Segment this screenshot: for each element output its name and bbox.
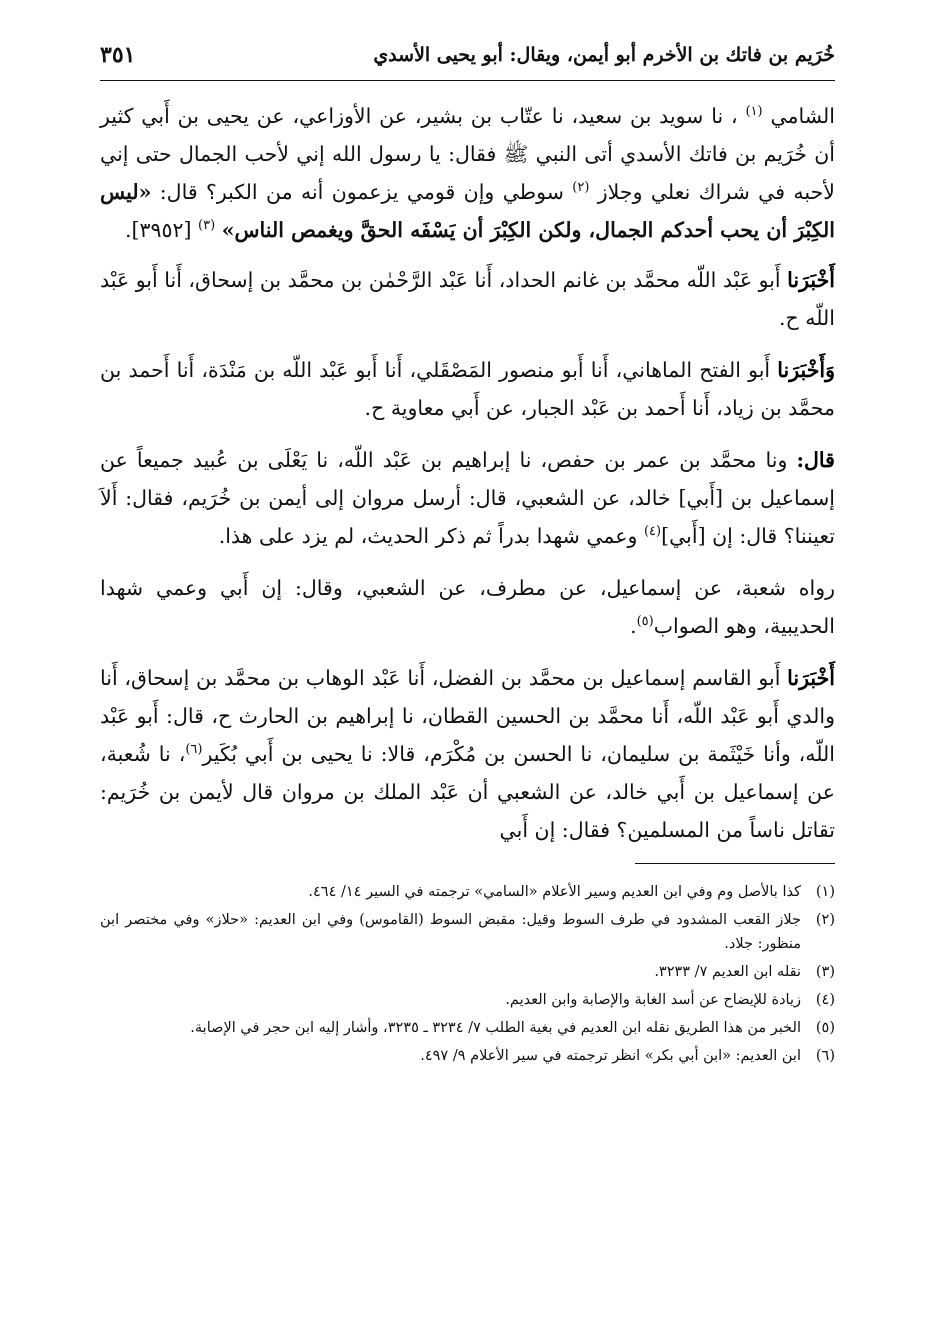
paragraph-lead: أَخْبَرَنا	[787, 268, 835, 292]
footnotes	[100, 880, 835, 1068]
footnote-number: (٦)	[815, 1048, 835, 1064]
footnote	[100, 1044, 835, 1068]
paragraph-lead: أَخْبَرَنا	[787, 666, 835, 690]
footnote-ref[interactable]: (٢)	[572, 180, 590, 196]
footnote	[100, 880, 835, 904]
paragraph-text: سوطي وإن قومي يزعمون أنه من الكبر؟ قال:	[159, 180, 564, 204]
footnote	[100, 988, 835, 1012]
footnote-number: (٣)	[815, 964, 835, 980]
paragraph-text: رواه شعبة، عن إسماعيل، عن مطرف، عن الشعبي، وقال: إن أَبي وعمي شهدا الحديبية، وهو الصواب	[100, 576, 835, 638]
paragraph-2	[100, 261, 835, 337]
footnote-divider	[635, 863, 835, 864]
footnote-ref[interactable]: (١)	[745, 104, 763, 120]
hadith-number: [٣٩٥٢].	[124, 218, 192, 242]
footnote-ref[interactable]: (٥)	[636, 614, 654, 630]
footnote-number: (٥)	[815, 1020, 835, 1036]
footnote	[100, 908, 835, 956]
footnote-text: كذا بالأصل وم وفي ابن العديم وسير الأعلام «السامي» ترجمته في السير ١٤/ ٤٦٤.	[308, 884, 801, 900]
paragraph-text: الشامي	[770, 104, 835, 128]
paragraph-lead: قال:	[796, 448, 835, 472]
page-header	[100, 30, 835, 81]
hadith-quote: «ليس الكِبْرَ أن يحب أحدكم الجمال، ولكن الكِبْرَ أن يَسْفَه الحقَّ ويغمص الناس»	[100, 180, 835, 242]
footnote-text: نقله ابن العديم ٧/ ٣٢٣٣.	[654, 964, 801, 980]
paragraph-3	[100, 351, 835, 427]
page-number: ٣٥١	[100, 42, 136, 68]
footnote-ref[interactable]: (٦)	[185, 742, 203, 758]
paragraph-text: أَبو عَبْد اللّه محمَّد بن غانم الحداد، أَنا عَبْد الرَّحْمٰن بن محمَّد بن إسحاق، أَنا أَبو عَبْد اللّه ح.	[100, 268, 835, 330]
footnote	[100, 1016, 835, 1040]
paragraph-6	[100, 659, 835, 849]
footnote-text: ابن العديم: «ابن أبي بكر» انظر ترجمته في سير الأعلام ٩/ ٤٩٧.	[420, 1048, 801, 1064]
footnote	[100, 960, 835, 984]
paragraph-4	[100, 441, 835, 555]
paragraph-lead: وَأَخْبَرَنا	[777, 358, 835, 382]
paragraph-1	[100, 97, 835, 249]
paragraph-end: .	[630, 614, 637, 638]
paragraph-text: وعمي شهدا بدراً ثم ذكر الحديث، لم يزد على هذا.	[218, 524, 638, 548]
paragraph-5	[100, 569, 835, 645]
paragraph-text: ، نا شُعبة، عن إسماعيل بن أَبي خالد، عن الشعبي أن عَبْد الملك بن مروان قال لأيمن بن خُرَيم: تقاتل ناساً من المسلمين؟ فقال: إن أَبي	[100, 742, 835, 842]
footnote-ref[interactable]: (٤)	[643, 524, 662, 540]
footnote-ref[interactable]: (٣)	[198, 218, 216, 234]
footnote-number: (٢)	[815, 912, 835, 928]
footnote-number: (٤)	[815, 992, 835, 1008]
main-text	[100, 97, 835, 849]
paragraph-text: أَبو الفتح الماهاني، أَنا أَبو منصور المَصْقَلي، أَنا أَبو عَبْد اللّه بن مَنْدَة، أَنا أَحمد بن محمَّد بن زياد، أَنا أَحمد بن عَبْد الجبار، عن أَبي معاوية ح.	[100, 358, 835, 420]
page	[100, 30, 835, 1072]
paragraph-text: ونا محمَّد بن عمر بن حفص، نا إبراهيم بن عَبْد اللّه، نا يَعْلَى بن عُبيد جميعاً عن إسماعيل بن [أَبي] خالد، عن الشعبي، قال: أرسل مروان إلى أيمن بن خُرَيم، فقال: أَلاَ تعيننا؟ قال: إن [أَبي]	[100, 448, 835, 548]
paragraph-text: ، نا سويد بن سعيد، نا عتّاب بن بشير، عن الأوزاعي، عن يحيى بن أَبي كثير أن خُرَيم بن فاتك الأسدي أتى النبي ﷺ فقال: يا رسول الله إني لأحب الجمال حتى إني لأحبه في شراك نعلي وجلاز	[100, 104, 835, 204]
running-title: خُرَيم بن فاتك بن الأخرم أبو أيمن، ويقال: أبو يحيى الأسدي	[373, 44, 835, 66]
paragraph-text: أَبو القاسم إسماعيل بن محمَّد بن الفضل، أَنا عَبْد الوهاب بن محمَّد بن إسحاق، أَنا والدي أَبو عَبْد اللّه، أَنا محمَّد بن الحسين القطان، نا إبراهيم بن الحارث ح، قال: أَبو عَبْد اللّه، وأنا خَيْثَمة بن سليمان، نا الحسن بن مُكْرَم، قالا: نا يحيى بن أَبي بُكَير	[100, 666, 835, 766]
footnote-text: الخبر من هذا الطريق نقله ابن العديم في بغية الطلب ٧/ ٣٢٣٤ ـ ٣٢٣٥، وأشار إليه ابن حجر في الإصابة.	[190, 1020, 801, 1036]
footnote-number: (١)	[815, 884, 835, 900]
footnote-text: جلاز القعب المشدود في طرف السوط وقيل: مقبض السوط (القاموس) وفي ابن العديم: «حلاز» وفي مختصر ابن منظور: جلاد.	[100, 912, 801, 952]
footnote-text: زيادة للإيضاح عن أسد الغابة والإصابة وابن العديم.	[505, 992, 801, 1008]
